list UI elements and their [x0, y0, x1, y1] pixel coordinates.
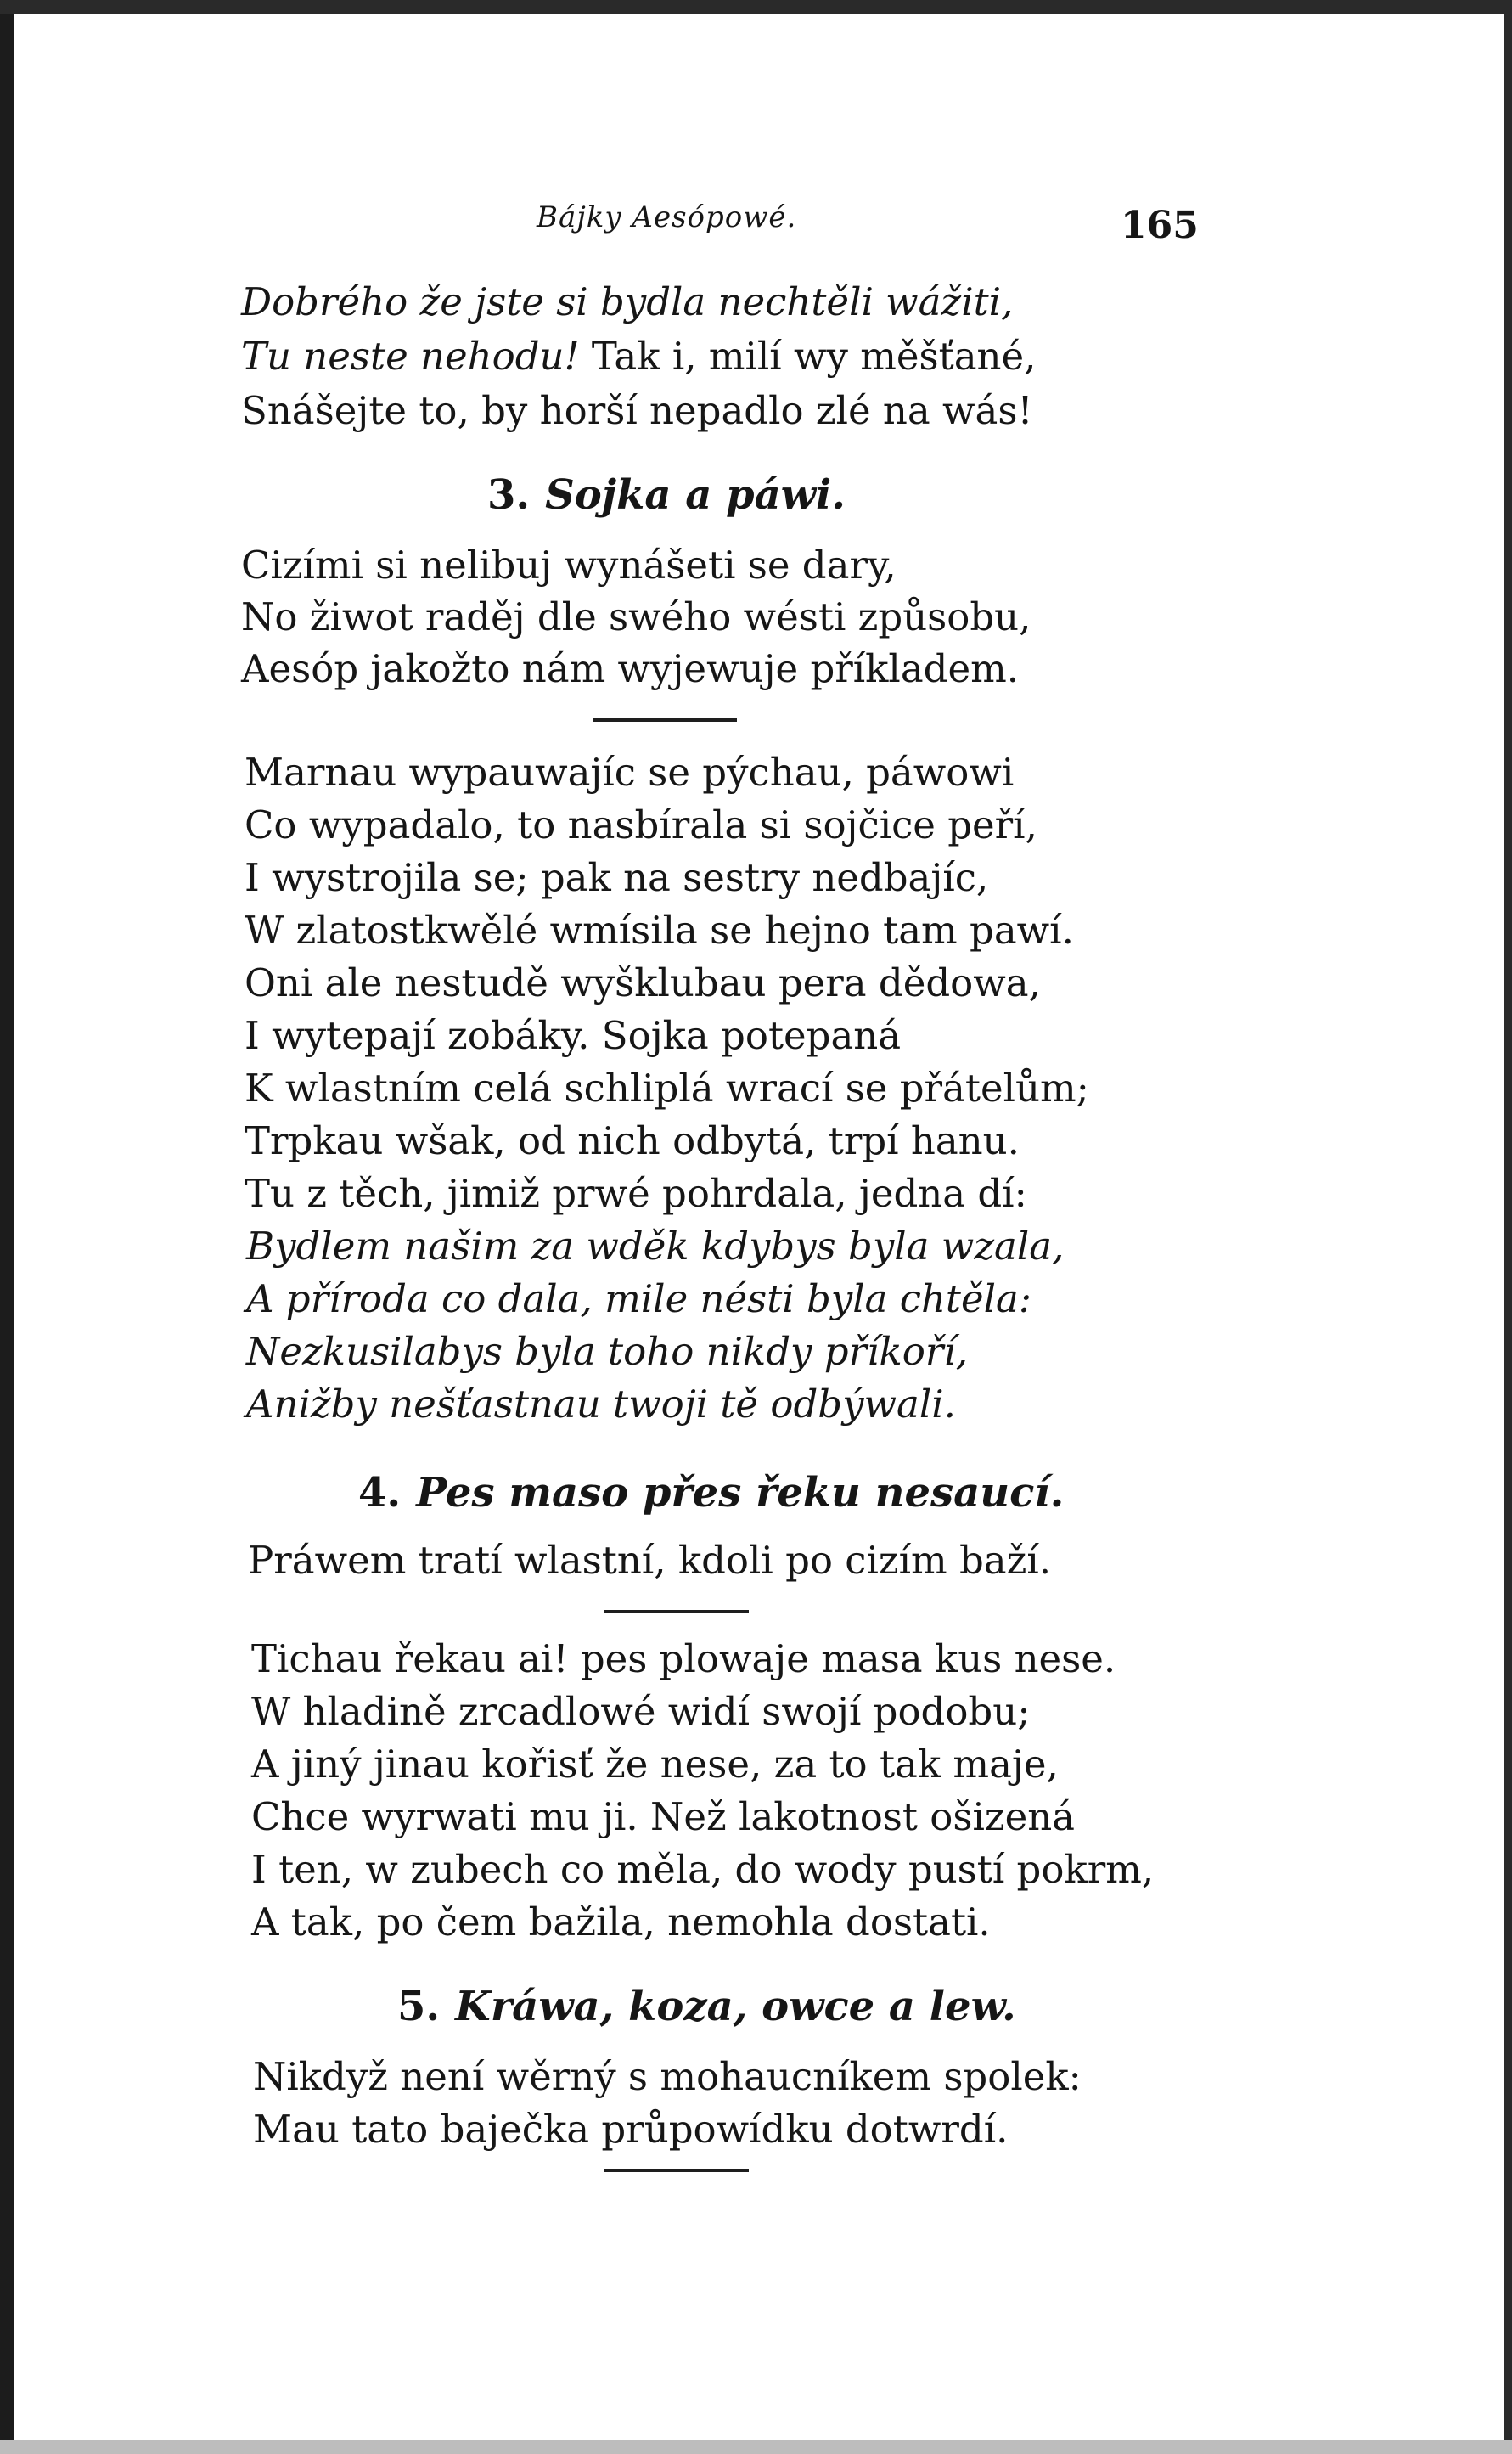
- fable-4-verse: Chce wyrwati mu ji. Než lakotnost ošizená: [251, 1794, 1076, 1839]
- scan-edge-bottom: [0, 2440, 1512, 2454]
- fable-3-speech: Nezkusilabys byla toho nikdy příkoří,: [246, 1329, 969, 1374]
- fable-3-speech: Bydlem našim za wděk kdybys byla wzala,: [246, 1224, 1065, 1269]
- fable-4-heading: [358, 1469, 1064, 1517]
- fable-5-heading: [397, 1983, 1016, 2030]
- page-number: 165: [1121, 204, 1199, 247]
- fable-3-verse: I wystrojila se; pak na sestry nedbajíc,: [245, 855, 989, 900]
- fable-3-verse: Tu z těch, jimiž prwé pohrdala, jedna dí:: [245, 1171, 1027, 1216]
- fable-4-title: Pes maso přes řeku nesaucí.: [416, 1469, 1065, 1517]
- fable-4-moral: Práwem tratí wlastní, kdoli po cizím baží.: [248, 1538, 1052, 1583]
- fable-3-moral-line: Cizími si nelibuj wynášeti se dary,: [241, 543, 897, 588]
- intro-verse: Tu neste nehodu! Tak i, milí wy měšťané,: [241, 334, 1037, 379]
- fable-4-verse: A jiný jinau kořisť že nese, za to tak maje,: [251, 1742, 1059, 1787]
- fable-3-verse: Marnau wypauwajíc se pýchau, páwowi: [245, 750, 1015, 795]
- fable-4-number: 4.: [358, 1469, 402, 1517]
- fable-3-number: 3.: [487, 471, 531, 519]
- fable-5-title: Kráwa, koza, owce a lew.: [455, 1983, 1016, 2030]
- fable-4-verse: A tak, po čem bažila, nemohla dostati.: [251, 1900, 991, 1945]
- fable-3-verse: I wytepají zobáky. Sojka potepaná: [245, 1013, 902, 1058]
- fable-3-verse: Co wypadalo, to nasbírala si sojčice peří,: [245, 802, 1037, 847]
- intro-verse: Snášejte to, by horší nepadlo zlé na wás!: [241, 388, 1033, 433]
- intro-verse: Dobrého že jste si bydla nechtěli wážiti,: [241, 279, 1014, 324]
- fable-4-verse: Tichau řekau ai! pes plowaje masa kus nese.: [251, 1636, 1116, 1681]
- fable-3-verse: W zlatostkwělé wmísila se hejno tam pawí.: [245, 908, 1074, 953]
- fable-3-moral-line: No žiwot raděj dle swého wésti způsobu,: [241, 594, 1031, 639]
- fable-4-verse: I ten, w zubech co měla, do wody pustí pokrm,: [251, 1847, 1155, 1892]
- section-divider: [593, 718, 737, 722]
- fable-3-verse: K wlastním celá schliplá wrací se přátelům;: [245, 1066, 1089, 1111]
- scan-edge-top: [0, 0, 1512, 14]
- section-divider: [604, 2169, 749, 2172]
- running-header: Bájky Aesópowé.: [537, 200, 797, 234]
- fable-3-moral-line: Aesóp jakožto nám wyjewuje příkladem.: [241, 646, 1020, 691]
- fable-4-verse: W hladině zrcadlowé widí swojí podobu;: [251, 1689, 1031, 1734]
- fable-3-verse: Oni ale nestudě wyšklubau pera dědowa,: [245, 960, 1041, 1005]
- fable-3-speech: Anižby nešťastnau twoji tě odbýwali.: [246, 1382, 956, 1427]
- fable-5-moral-line: Nikdyž není wěrný s mohaucníkem spolek:: [253, 2054, 1082, 2099]
- fable-5-number: 5.: [397, 1983, 441, 2030]
- fable-3-title: Sojka a páwi.: [545, 471, 846, 519]
- scan-edge-left: [0, 0, 14, 2454]
- fable-5-moral-line: Mau tato baječka průpowídku dotwrdí.: [253, 2107, 1009, 2152]
- fable-3-heading: [487, 471, 846, 519]
- section-divider: [604, 1610, 749, 1613]
- fable-3-verse: Trpkau wšak, od nich odbytá, trpí hanu.: [245, 1118, 1020, 1163]
- scan-edge-right: [1504, 0, 1512, 2454]
- fable-3-speech: A příroda co dala, mile nésti byla chtěla:: [246, 1276, 1032, 1321]
